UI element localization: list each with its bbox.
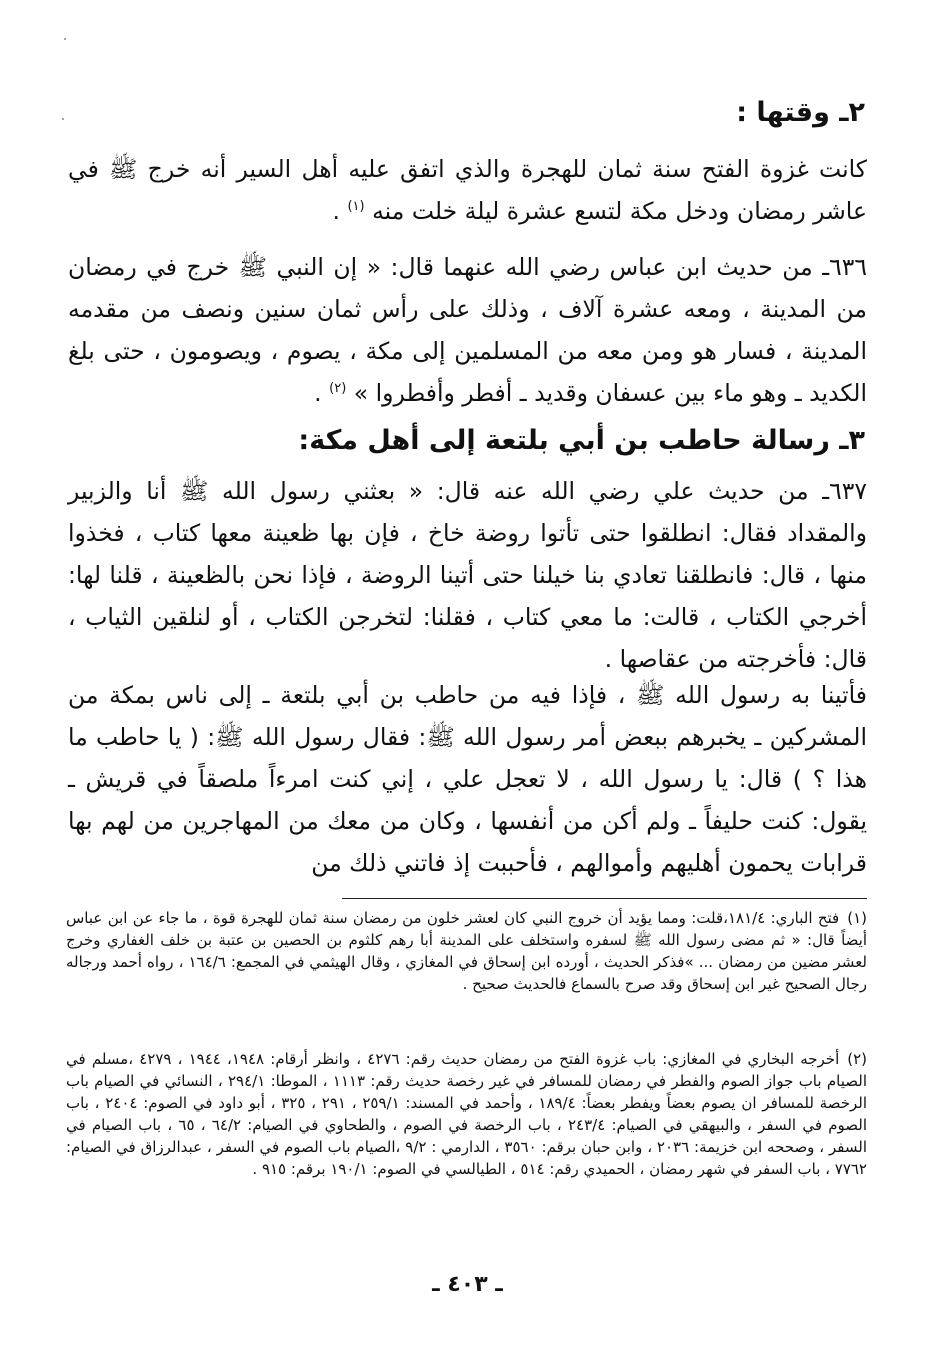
section-heading-time: ٢ـ وقتها :	[736, 97, 865, 128]
footnote-1-text: فتح الباري: ١٨١/٤،قلت: ومما يؤيد أن خروج النبي كان لعشر خلون من رمضان سنة ثمان للهجرة قوة ، ما جاء عن ابن عباس أيضاً قال: « ثم مضى رسول الله ﷺ لسفره واستخلف على المدينة أبا رهم كلثوم بن الحصين بن عتبة بن خلف الغفاري وخرج لعشر مضين من رمضان ... »فذكر الحديث ، أورده ابن إسحاق في المغازي ، وقال الهيثمي في المجمع: ١٦٤/٦ ، رواه أحمد ورجاله رجال الصحيح غير ابن إسحاق وقد صرح بالسماع فالحديث صحيح .	[66, 909, 867, 993]
footnote-2-number: (٢)	[847, 1050, 868, 1068]
hadith-636-text: ٦٣٦ـ من حديث ابن عباس رضي الله عنهما قال: « إن النبي ﷺ خرج في رمضان من المدينة ، ومعه عشرة آلاف ، وذلك على رأس ثمان سنين ونصف من مقدمه المدينة ، فسار هو ومن معه من المسلمين إلى مكة ، يصوم ، ويصومون ، حتى بلغ الكديد ـ وهو ماء بين عسفان وقديد ـ أفطر وأفطروا »	[68, 253, 867, 407]
scan-speck	[62, 118, 64, 120]
paragraph-time-end: .	[332, 197, 340, 225]
hadith-637-continuation: فأتينا به رسول الله ﷺ ، فإذا فيه من حاطب بن أبي بلتعة ـ إلى ناس بمكة من المشركين ـ يخبرهم ببعض أمر رسول الله ﷺ: فقال رسول الله ﷺ: ( يا حاطب ما هذا ؟ ) قال: يا رسول الله ، لا تعجل علي ، إني كنت امرءاً ملصقاً في قريش ـ يقول: كنت حليفاً ـ ولم أكن من أنفسها ، وكان من معك من المهاجرين من لهم بها قرابات يحمون أهليهم وأموالهم ، فأحببت إذ فاتني ذلك من	[68, 681, 867, 877]
page-number: ـ ٤٠٣ ـ	[432, 1272, 503, 1297]
footnote-2-text: أخرجه البخاري في المغازي: باب غزوة الفتح من رمضان حديث رقم: ٤٢٧٦ ، وانظر أرقام: ١٩٤٨، ١٩٤٤ ، ٤٢٧٩ ،مسلم في الصيام باب جواز الصوم والفطر في رمضان للمسافر في غير رخصة حديث رقم: ١١١٣ ، الموطا: ٢٩٤/١ ، النسائي في الصيام باب الرخصة للمسافر ان يصوم بعضاً ويفطر بعضاً: ١٨٩/٤ ، وأحمد في المسند: ٢٥٩/١ ، ٢٩١ ، ٣٢٥ ، أبو داود في الصوم: ٢٤٠٤ ، باب الصوم في السفر ، والبيهقي في الصيام: ٢٤٣/٤ ، باب الرخصة في الصوم ، والطحاوي في الصيام: ٦٤/٢ ، ٦٥ ، باب الصيام في السفر ، وصححه ابن خزيمة: ٢٠٣٦ ، وابن حبان برقم: ٣٥٦٠ ، الدارمي : ٩/٢ ،الصيام باب الصوم في السفر ، عبدالرزاق في الصيام: ٧٧٦٢ ، باب السفر في شهر رمضان ، الحميدي رقم: ٥١٤ ، الطيالسي في الصوم: ١٩٠/١ برقم: ٩١٥ .	[66, 1050, 867, 1178]
footnote-divider	[342, 898, 867, 899]
hadith-636-end: .	[314, 379, 322, 407]
hadith-636	[68, 246, 867, 414]
footnote-1-number: (١)	[847, 909, 867, 927]
section-heading-letter: ٣ـ رسالة حاطب بن أبي بلتعة إلى أهل مكة:	[298, 425, 865, 456]
footnote-mark-2[interactable]: (٢)	[329, 381, 347, 397]
footnote-2	[66, 1048, 867, 1180]
footnote-mark-1[interactable]: (١)	[347, 199, 365, 215]
footnote-1	[66, 907, 867, 995]
hadith-637: ٦٣٧ـ من حديث علي رضي الله عنه قال: « بعثني رسول الله ﷺ أنا والزبير والمقداد فقال: انطلقوا حتى تأتوا روضة خاخ ، فإن بها ظعينة معها كتاب ، فخذوا منها ، قال: فانطلقنا تعادي بنا خيلنا حتى أتينا الروضة ، فإذا نحن بالظعينة ، قلنا لها: أخرجي الكتاب ، قالت: ما معي كتاب ، فقلنا: لتخرجن الكتاب ، أو لنلقين الثياب ، قال: فأخرجته من عقاصها .	[68, 477, 867, 673]
paragraph-time	[68, 148, 867, 232]
scan-speck	[64, 38, 66, 40]
paragraph-time-text: كانت غزوة الفتح سنة ثمان للهجرة والذي اتفق عليه أهل السير أنه خرج ﷺ في عاشر رمضان ودخل مكة لتسع عشرة ليلة خلت منه	[68, 155, 867, 225]
